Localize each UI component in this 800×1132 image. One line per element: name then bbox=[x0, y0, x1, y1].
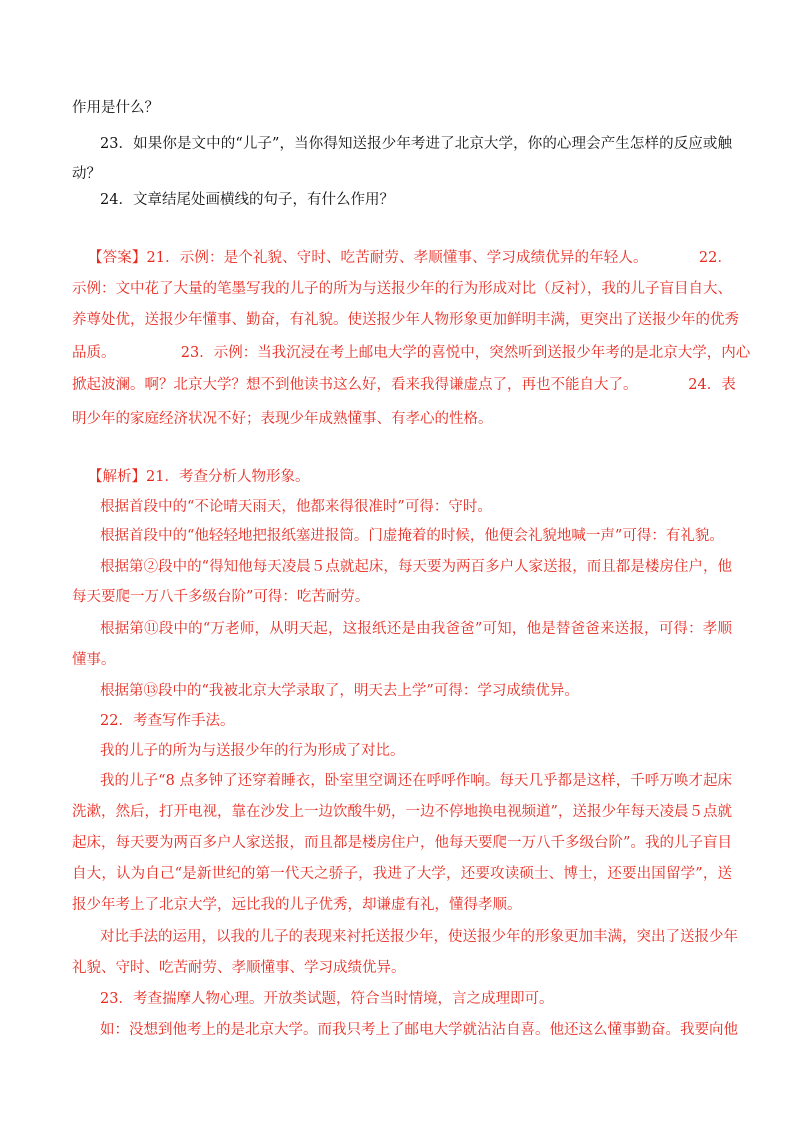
analysis-line: 根据第②段中的“得知他每天凌晨５点就起床，每天要为两百多户人家送报，而且都是楼房住户，他 bbox=[100, 559, 732, 575]
analysis-line: 我的儿子“8 点多钟了还穿着睡衣，卧室里空调还在呼呼作响。每天几乎都是这样，千呼万唤才起床 bbox=[100, 773, 732, 789]
analysis-line: 报少年考上了北京大学，远比我的儿子优秀，却谦虚有礼，懂得孝顺。 bbox=[72, 897, 522, 913]
analysis-line: 起床，每天要为两百多户人家送报，而且都是楼房住户，他每天要爬一万八千多级台阶”。我的儿子盲目 bbox=[72, 835, 732, 851]
answer-line: 示例：文中花了大量的笔墨写我的儿子的所为与送报少年的行为形成对比（反衬），我的儿子盲目自大、 bbox=[72, 281, 732, 297]
analysis-line: 根据第⑬段中的“我被北京大学录取了，明天去上学”可得：学习成绩优异。 bbox=[100, 683, 579, 699]
analysis-line: 懂事。 bbox=[72, 652, 116, 668]
analysis-line: 对比手法的运用，以我的儿子的表现来衬托送报少年，使送报少年的形象更加丰满，突出了送报少年 bbox=[100, 929, 738, 945]
question-23-line-2: 动？ bbox=[72, 166, 101, 182]
analysis-line: 根据首段中的“他轻轻地把报纸塞进报筒。门虚掩着的时候，他便会礼貌地喊一声”可得：有礼貌。 bbox=[100, 528, 724, 544]
analysis-line: 根据首段中的“不论晴天雨天，他都来得很准时”可得：守时。 bbox=[100, 499, 492, 515]
answer-line: 养尊处优，送报少年懂事、勤奋，有礼貌。使送报少年人物形象更加鲜明丰满，更突出了送报少年的优秀 bbox=[72, 312, 739, 328]
analysis-line: 洗漱，然后，打开电视，靠在沙发上一边饮酸牛奶，一边不停地换电视频道”，送报少年每天凌晨５点就 bbox=[72, 804, 732, 820]
analysis-line: 我的儿子的所为与送报少年的行为形成了对比。 bbox=[100, 743, 405, 759]
analysis-heading: 【解析】21．考查分析人物形象。 bbox=[88, 469, 310, 485]
analysis-line: 自大，认为自己“是新世纪的第一代天之骄子，我进了大学，还要攻读硕士、博士，还要出国留学”，送 bbox=[72, 866, 732, 882]
analysis-line: 每天要爬一万八千多级台阶”可得：吃苦耐劳。 bbox=[72, 589, 370, 605]
answer-line: 品质。 23．示例：当我沉浸在考上邮电大学的喜悦中，突然听到送报少年考的是北京大学，内心 bbox=[72, 345, 751, 361]
analysis-line: 根据第⑪段中的“万老师，从明天起，这报纸还是由我爸爸”可知，他是替爸爸来送报，可得：孝顺 bbox=[100, 621, 732, 637]
analysis-line: 23．考查揣摩人物心理。开放类试题，符合当时情境，言之成理即可。 bbox=[100, 991, 554, 1007]
analysis-line: 如：没想到他考上的是北京大学。而我只考上了邮电大学就沾沾自喜。他还这么懂事勤奋。我要向他 bbox=[100, 1022, 738, 1038]
question-22-tail: 作用是什么？ bbox=[72, 100, 159, 116]
answer-line: 【答案】21．示例：是个礼貌、守时、吃苦耐劳、孝顺懂事、学习成绩优异的年轻人。 22． bbox=[88, 250, 732, 266]
analysis-line: 礼貌、守时、吃苦耐劳、孝顺懂事、学习成绩优异。 bbox=[72, 960, 406, 976]
question-24: 24．文章结尾处画横线的句子，有什么作用？ bbox=[100, 192, 394, 208]
answer-line: 明少年的家庭经济状况不好；表现少年成熟懂事、有孝心的性格。 bbox=[72, 411, 493, 427]
answer-line: 掀起波澜。啊？北京大学？想不到他读书这么好，看来我得谦虚点了，再也不能自大了。 24．表 bbox=[72, 377, 736, 393]
question-23-line-1: 23．如果你是文中的“儿子”，当你得知送报少年考进了北京大学，你的心理会产生怎样的反应或触 bbox=[100, 136, 732, 152]
analysis-line: 22．考查写作手法。 bbox=[100, 713, 235, 729]
